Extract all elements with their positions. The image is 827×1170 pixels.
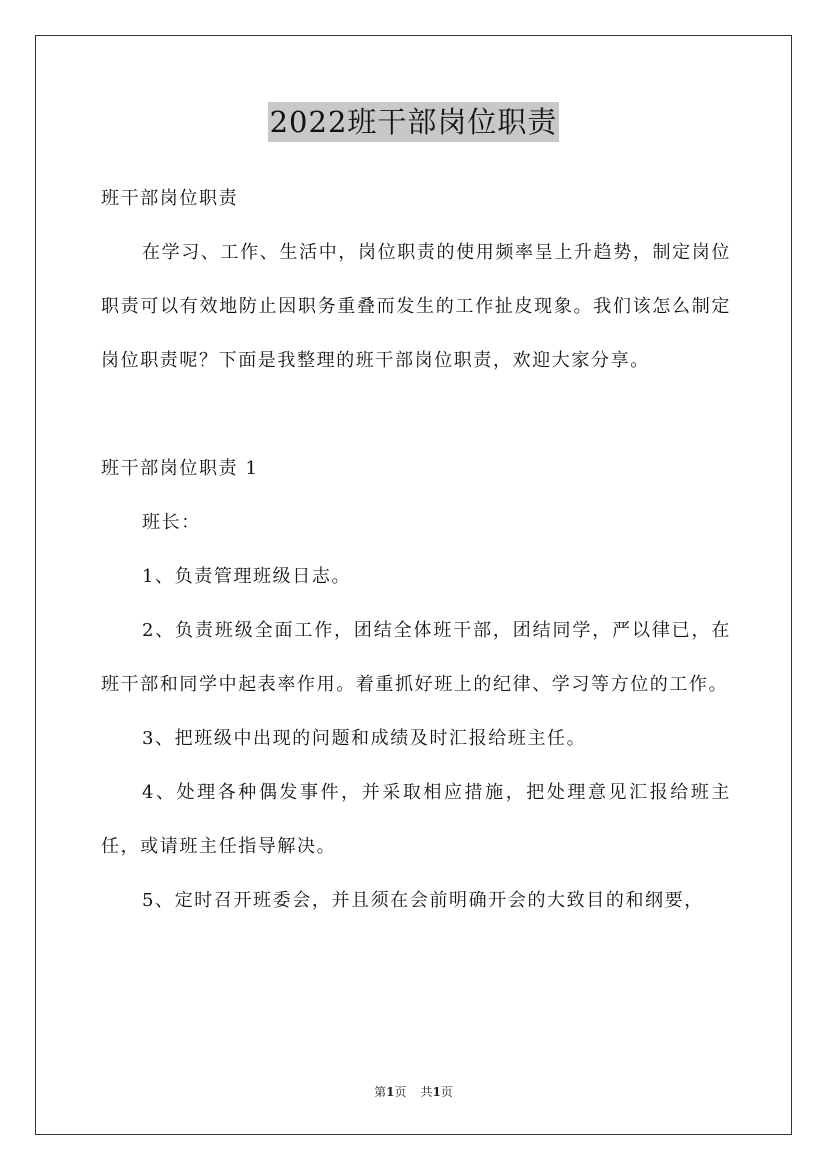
document-body [101,172,731,928]
role-label: 班长： [142,512,201,533]
total-suffix: 页 [440,1085,453,1099]
duty-item-3: 3、把班级中出现的问题和成绩及时汇报给班主任。 [142,728,587,749]
total-pages: 1 [432,1085,441,1099]
intro-paragraph: 在学习、工作、生活中，岗位职责的使用频率呈上升趋势，制定岗位职责可以有效地防止因职务重叠而发生的工作扯皮现象。我们该怎么制定岗位职责呢？下面是我整理的班干部岗位职责，欢迎大家分享。 [101,242,731,371]
page-suffix: 页 [394,1085,407,1099]
page-prefix: 第 [374,1085,387,1099]
duty-item-1: 1、负责管理班级日志。 [142,566,352,587]
total-prefix: 共 [420,1085,433,1099]
duty-item-2: 2、负责班级全面工作，团结全体班干部，团结同学，严以律已，在班干部和同学中起表率作用。着重抓好班上的纪律、学习等方位的工作。 [101,620,731,695]
document-title: 2022班干部岗位职责 [268,102,560,142]
duty-item-4: 4、处理各种偶发事件，并采取相应措施，把处理意见汇报给班主任，或请班主任指导解决。 [101,782,731,857]
section-heading: 班干部岗位职责 1 [101,458,259,479]
page-footer [0,1082,827,1102]
duty-item-5: 5、定时召开班委会，并且须在会前明确开会的大致目的和纲要， [142,890,704,911]
page-number: 1 [386,1085,395,1099]
subtitle: 班干部岗位职责 [101,188,239,209]
title-container [0,102,827,142]
